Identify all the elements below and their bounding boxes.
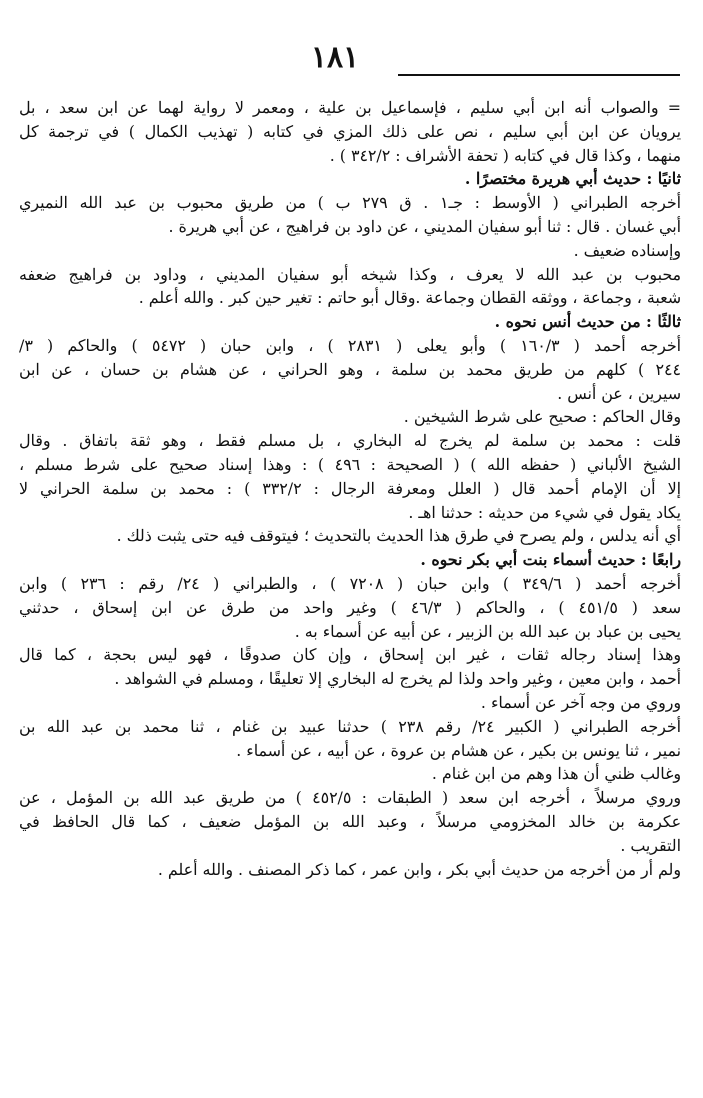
text-line: وقال الحاكم : صحيح على شرط الشيخين .	[403, 407, 681, 427]
section-heading: ثالثًا : من حديث أنس نحوه .	[494, 312, 681, 332]
text-line: أبي غسان . قال : ثنا أبو سفيان المديني ، عن داود بن فراهيج ، عن أبي هريرة .	[168, 216, 681, 236]
section-heading: رابعًا : حديث أسماء بنت أبي بكر نحوه .	[420, 550, 681, 570]
page-number: ١٨١	[310, 40, 360, 75]
text-line: وروي مرسلاً ، أخرجه ابن سعد ( الطبقات : ٤٥٢/٥ ) من طريق عبد الله بن المؤمل ، عن	[19, 788, 681, 808]
text-line: يحيى بن عباد بن عبد الله بن الزبير ، عن أبيه عن أسماء به .	[294, 621, 681, 641]
text-line: يرويان عن ابن أبي سليم ، نص على ذلك المزي في كتابه ( تهذيب الكمال ) في ترجمة كل	[19, 121, 681, 141]
text-line: أخرجه الطبراني ( الأوسط : جـ١ . ق ٢٧٩ ب ) من طريق محبوب بن عبد الله النميري	[19, 193, 681, 213]
text-line: = والصواب أنه ابن أبي سليم ، فإسماعيل بن علية ، ومعمر لا رواية لهما عن ابن سعد ، بل	[19, 98, 681, 117]
text-line: أخرجه الطبراني ( الكبير ٢٤/ رقم ٢٣٨ ) حدثنا عبيد بن غنام ، ثنا محمد بن عبد الله بن	[19, 716, 681, 736]
text-line: نمير ، ثنا يونس بن بكير ، عن هشام بن عروة ، عن أبيه ، عن أسماء .	[236, 740, 681, 760]
header-rule	[398, 74, 680, 76]
text-line: قلت : محمد بن سلمة لم يخرج له البخاري ، بل مسلم فقط ، وهو ثقة باتفاق . وقال	[19, 431, 681, 451]
text-line: وهذا إسناد رجاله ثقات ، غير ابن إسحاق ، وإن كان صدوقًا ، فهو ليس بحجة ، كما قال	[19, 645, 681, 665]
text-line: وروي من وجه آخر عن أسماء .	[480, 692, 681, 712]
text-line: محبوب بن عبد الله لا يعرف ، وكذا شيخه أبو سفيان المديني ، وداود بن فراهيج ضعفه	[19, 264, 681, 284]
text-line: ٢٤٤ ) كلهم من طريق محمد بن سلمة ، وهو الحراني ، عن هشام بن حسان ، عن ابن	[19, 359, 681, 379]
text-line: شعبة ، وجماعة ، ووثقه القطان وجماعة .وقال أبو حاتم : تغير حين كبر . والله أعلم .	[138, 288, 681, 308]
text-line: إلا أن الإمام أحمد قال ( العلل ومعرفة الرجال : ٣٣٢/٢ ) : محمد بن سلمة الحراني لا	[19, 478, 681, 498]
text-line: يكاد يقول في شيء من حديثه : حدثنا اهـ .	[408, 502, 681, 522]
text-line: وغالب ظني أن هذا وهم من ابن غنام .	[431, 764, 681, 784]
text-line: أخرجه أحمد ( ٣٤٩/٦ ) وابن حبان ( ٧٢٠٨ ) ، والطبراني ( ٢٤/ رقم : ٢٣٦ ) وابن	[19, 573, 681, 593]
text-line: أخرجه أحمد ( ١٦٠/٣ ) وأبو يعلى ( ٢٨٣١ ) ، وابن حبان ( ٥٤٧٢ ) والحاكم ( ٣/	[19, 335, 681, 355]
text-line: وإسناده ضعيف .	[573, 240, 681, 260]
text-line: سيرين ، عن أنس .	[557, 383, 681, 403]
text-line: أحمد ، وابن معين ، وغير واحد ولذا لم يخرج له البخاري إلا تعليقًا ، ومسلم في الشواهد .	[114, 669, 681, 689]
text-line: منهما ، وكذا قال في كتابه ( تحفة الأشراف : ٣٤٢/٢ ) .	[329, 145, 681, 165]
page-body	[19, 96, 681, 881]
text-line: عكرمة بن خالد المخزومي مرسلاً ، وعبد الله بن المؤمل ضعيف ، كما قال الحافظ في	[19, 811, 681, 831]
text-line: الشيخ الألباني ( حفظه الله ) ( الصحيحة : ٤٩٦ ) : وهذا إسناد صحيح على شرط مسلم ،	[19, 454, 681, 474]
text-line: ولم أر من أخرجه من حديث أبي بكر ، وابن عمر ، كما ذكر المصنف . والله أعلم .	[157, 859, 681, 879]
section-heading: ثانيًا : حديث أبي هريرة مختصرًا .	[464, 169, 681, 189]
text-line: التقريب .	[620, 835, 681, 855]
text-line: أي أنه يدلس ، ولم يصرح في طرق هذا الحديث بالتحديث ؛ فيتوقف فيه حتى يثبت ذلك .	[116, 526, 681, 546]
text-line: سعد ( ٤٥١/٥ ) ، والحاكم ( ٤٦/٣ ) وغير واحد من طرق عن ابن إسحاق ، حدثني	[19, 597, 681, 617]
